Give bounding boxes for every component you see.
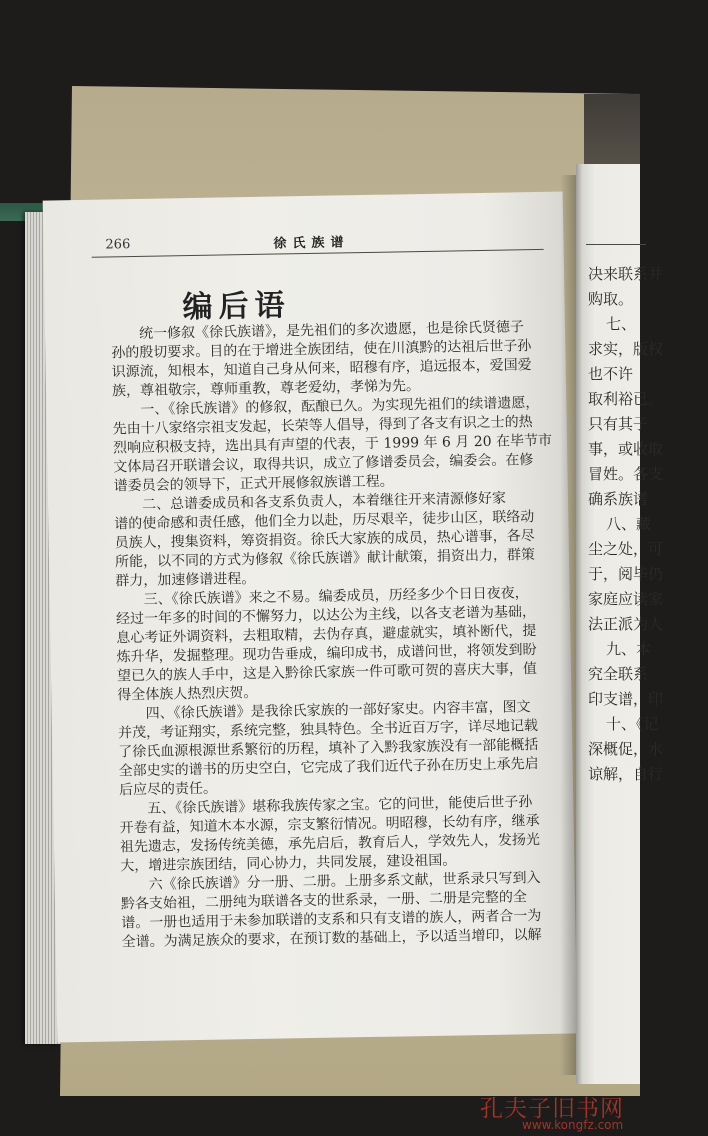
paragraph-4 xyxy=(116,584,558,706)
text-line: 究全联系 xyxy=(588,665,649,683)
text-line: 祖先遗志，发扬传统美德，承先启后，教育后人，学效先人，发扬光 xyxy=(119,832,541,856)
text-line: 八、藏 xyxy=(606,515,652,533)
text-line: 六《徐氏族谱》分一册、二册。上册多系文献，世系录只写到入 xyxy=(148,870,541,893)
text-line: 七、 xyxy=(606,315,637,333)
text-line: 了徐氏血源根源世系繁衍的历程，填补了入黔我家族没有一部能概括 xyxy=(118,737,539,761)
text-line: 黔各支始祖，二册纯为联谱各支的世系录，一册、二册是完整的全 xyxy=(120,889,528,913)
text-line: 决来联系并 xyxy=(588,265,664,283)
right-page xyxy=(576,164,664,1084)
paragraph-5 xyxy=(118,698,560,801)
text-line: 炼升华，发掘整理。现功告垂成，编印成书，成谱问世，将领发到盼 xyxy=(116,642,537,666)
text-line: 望已久的族人手中，这是入黔徐氏家族一件可歌可贺的喜庆大事，值 xyxy=(116,661,538,685)
text-line: 员族人，搜集资料，筹资捐资。徐氏大家族的成员，热心谱事，各尽 xyxy=(114,528,535,552)
text-line: 二、总谱委成员和各支系负责人，本着继往开来清源修好家 xyxy=(141,490,507,513)
text-line: 冒姓。各支 xyxy=(588,465,664,483)
text-line: 确系族谱 xyxy=(588,490,649,508)
text-line: 法正派为人 xyxy=(588,615,664,633)
text-line: 全部史实的谱书的历史空白，它完成了我们近代子孙在历史上承先启 xyxy=(118,756,539,780)
text-line: 谱的使命感和责任感，他们全力以赴，历尽艰辛，徒步山区，联络动 xyxy=(114,509,535,533)
text-line: 三、《徐氏族谱》来之不易。编委成员，历经多少个日日夜夜， xyxy=(143,585,529,608)
text-line: 息心考证外调资料，去粗取精，去伪存真，避虚就实，填补断代，提 xyxy=(116,623,537,647)
text-line: 全谱。为满足族众的要求，在预订数的基础上，予以适当增印，以解 xyxy=(121,927,542,951)
text-line: 得全体族人热烈庆贺。 xyxy=(117,684,258,704)
text-line: 尘之处，可 xyxy=(588,540,664,558)
paragraph-2 xyxy=(112,394,554,497)
text-line: 统一修叙《徐氏族谱》，是先祖们的多次遗愿，也是徐氏贤德子 xyxy=(138,319,525,342)
text-line: 并茂，考证翔实，系统完整，独具特色。全书近百万字，详尽地记载 xyxy=(117,718,539,742)
text-line: 谱委员会的领导下，正式开展修叙族谱工程。 xyxy=(113,473,394,495)
watermark-url: www.kongfz.com xyxy=(522,1118,624,1132)
text-line: 事，或收取 xyxy=(588,440,664,458)
body-text xyxy=(111,318,562,953)
text-line: 求实，版权 xyxy=(588,340,664,358)
text-line: 印支谱，印 xyxy=(588,690,664,708)
paragraph-6 xyxy=(119,793,560,877)
background-shadow xyxy=(584,94,640,170)
right-page-text xyxy=(588,262,708,787)
left-page xyxy=(43,192,578,1043)
text-line: 孙的殷切要求。目的在于增进全族团结，使在川滇黔的达祖后世子孙 xyxy=(111,338,532,362)
text-line: 于，阅毕仍 xyxy=(588,565,664,583)
text-line: 家庭应读家 xyxy=(588,590,664,608)
text-line: 谅解，自行 xyxy=(588,765,664,783)
text-line: 经过一年多的时间的不懈努力，以达公为主线，以各支老谱为基础， xyxy=(115,604,537,628)
text-line: 识源流，知根本，知道自己身从何来，昭穆有序，追远报本，爱国爱 xyxy=(111,357,532,381)
page-title: 编后语 xyxy=(182,288,291,326)
text-line: 谱。一册也适用于未参加联谱的支系和只有支谱的族人，两者合一为 xyxy=(121,908,542,932)
header-rule xyxy=(586,244,646,245)
text-line: 四、《徐氏族谱》是我徐氏家族的一部好家史。内容丰富，图文 xyxy=(145,699,531,722)
text-line: 五、《徐氏族谱》堪称我族传家之宝。它的问世，能使后世子孙 xyxy=(147,794,533,817)
paragraph-1 xyxy=(111,318,552,402)
text-line: 开卷有益，知道木本水源，宗支繁衍情况。明昭穆，长幼有序，继承 xyxy=(119,813,540,837)
text-line: 一、《徐氏族谱》的修叙，酝酿已久。为实现先祖们的续谱遗愿， xyxy=(140,394,540,418)
text-line: 也不许 xyxy=(588,365,634,383)
page-number: 266 xyxy=(105,237,131,253)
watermark-logo: 孔夫子旧书网 xyxy=(480,1096,624,1122)
paragraph-7 xyxy=(120,869,561,953)
text-line: 后应尽的责任。 xyxy=(118,780,218,799)
paragraph-3 xyxy=(114,489,556,592)
text-line: 取利裕已。 xyxy=(588,390,664,408)
text-line: 文体局召开联谱会议，取得共识，成立了修谱委员会，编委会。在修 xyxy=(113,452,534,476)
text-line: 大，增进宗族团结，同心协力，共同发展，建设祖国。 xyxy=(120,852,457,875)
text-line: 先由十八家络宗祖支发起，长荣等人倡导，得到了各支有识之士的热 xyxy=(112,414,533,438)
text-line: 所能，以不同的方式为修叙《徐氏族谱》献计献策，捐资出力，群策 xyxy=(114,547,536,571)
text-line: 深概促，水 xyxy=(588,740,664,758)
text-line: 群力，加速修谱进程。 xyxy=(115,570,256,590)
text-line: 九、本 xyxy=(606,640,652,658)
text-line: 族，尊祖敬宗，尊师重教，尊老爱幼，孝悌为先。 xyxy=(111,378,421,400)
text-line: 购取。 xyxy=(588,290,634,308)
text-line: 烈响应积极支持，选出具有声望的代表，于 1999 年 6 月 20 在毕节市 xyxy=(112,432,553,457)
text-line: 十、《记 xyxy=(606,715,659,733)
text-line: 只有其子 xyxy=(588,415,649,433)
running-head: 徐氏族谱 xyxy=(273,235,350,252)
